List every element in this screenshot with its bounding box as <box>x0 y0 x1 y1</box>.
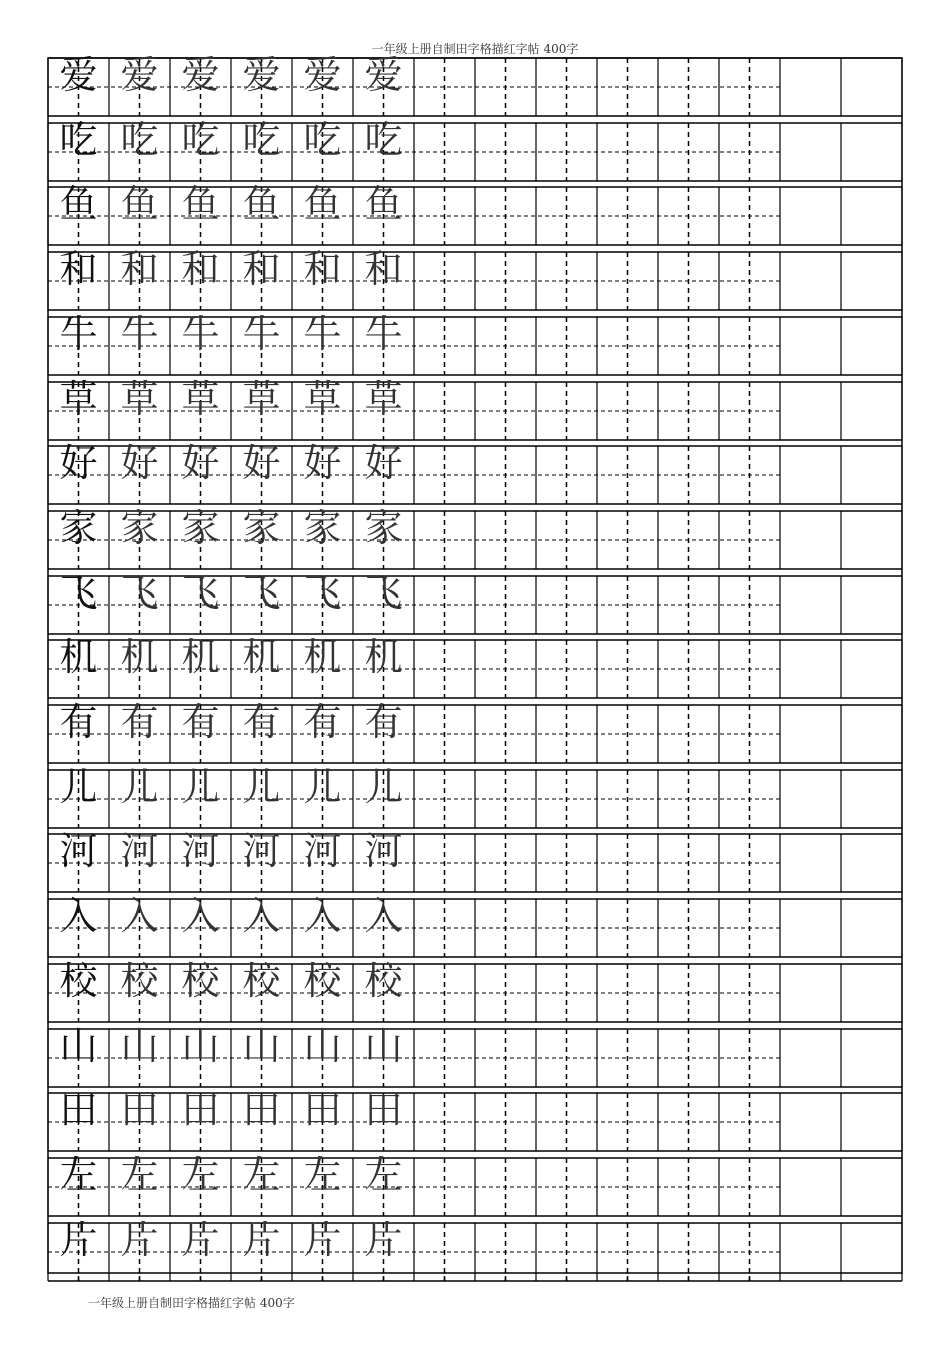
practice-char: 山 <box>364 1024 403 1068</box>
practice-char: 爱 <box>59 53 98 97</box>
practice-char: 鱼 <box>181 182 220 226</box>
practice-char: 河 <box>303 829 342 873</box>
practice-char: 有 <box>303 700 342 744</box>
practice-char: 机 <box>59 635 98 679</box>
practice-char: 爱 <box>303 53 342 97</box>
practice-char: 校 <box>120 959 159 1003</box>
practice-char: 片 <box>59 1218 98 1262</box>
practice-char: 有 <box>120 700 159 744</box>
practice-char: 儿 <box>120 765 159 809</box>
practice-char: 左 <box>242 1153 281 1197</box>
practice-char: 吃 <box>364 118 403 162</box>
practice-char: 鱼 <box>242 182 281 226</box>
practice-char: 家 <box>242 506 281 550</box>
practice-char: 机 <box>242 635 281 679</box>
practice-char: 吃 <box>59 118 98 162</box>
practice-char: 儿 <box>364 765 403 809</box>
practice-char: 田 <box>242 1088 281 1132</box>
practice-char: 好 <box>303 441 342 485</box>
practice-char: 儿 <box>59 765 98 809</box>
page-footer-title: 一年级上册自制田字格描红字帖 400字 <box>88 1296 295 1310</box>
practice-char: 入 <box>242 894 281 938</box>
practice-char: 草 <box>242 377 281 421</box>
practice-char: 田 <box>59 1088 98 1132</box>
practice-char: 吃 <box>181 118 220 162</box>
practice-char: 牛 <box>303 312 342 356</box>
practice-char: 田 <box>364 1088 403 1132</box>
practice-char: 田 <box>120 1088 159 1132</box>
practice-char: 机 <box>181 635 220 679</box>
practice-char: 和 <box>364 247 403 291</box>
practice-char: 飞 <box>364 571 403 615</box>
practice-char: 鱼 <box>364 182 403 226</box>
practice-char: 田 <box>303 1088 342 1132</box>
practice-char: 河 <box>242 829 281 873</box>
practice-char: 有 <box>364 700 403 744</box>
practice-char: 校 <box>242 959 281 1003</box>
practice-char: 飞 <box>303 571 342 615</box>
practice-char: 机 <box>120 635 159 679</box>
practice-char: 好 <box>120 441 159 485</box>
practice-char: 草 <box>59 377 98 421</box>
practice-char: 片 <box>120 1218 159 1262</box>
practice-char: 山 <box>59 1024 98 1068</box>
practice-char: 吃 <box>120 118 159 162</box>
practice-char: 校 <box>181 959 220 1003</box>
practice-char: 飞 <box>59 571 98 615</box>
practice-char: 和 <box>181 247 220 291</box>
practice-char: 爱 <box>242 53 281 97</box>
practice-char: 飞 <box>181 571 220 615</box>
practice-char: 山 <box>120 1024 159 1068</box>
practice-char: 牛 <box>59 312 98 356</box>
practice-char: 和 <box>242 247 281 291</box>
practice-char: 牛 <box>120 312 159 356</box>
practice-char: 校 <box>364 959 403 1003</box>
practice-char: 片 <box>181 1218 220 1262</box>
practice-char: 机 <box>364 635 403 679</box>
practice-char: 爱 <box>364 53 403 97</box>
page-header-title: 一年级上册自制田字格描红字帖 400字 <box>371 42 579 56</box>
practice-char: 牛 <box>364 312 403 356</box>
practice-char: 河 <box>59 829 98 873</box>
practice-char: 家 <box>181 506 220 550</box>
practice-char: 左 <box>181 1153 220 1197</box>
practice-char: 左 <box>364 1153 403 1197</box>
practice-char: 机 <box>303 635 342 679</box>
practice-char: 山 <box>181 1024 220 1068</box>
practice-char: 牛 <box>242 312 281 356</box>
practice-char: 有 <box>181 700 220 744</box>
practice-char: 家 <box>364 506 403 550</box>
practice-char: 家 <box>120 506 159 550</box>
practice-char: 草 <box>364 377 403 421</box>
practice-char: 儿 <box>242 765 281 809</box>
practice-char: 好 <box>59 441 98 485</box>
practice-char: 左 <box>303 1153 342 1197</box>
practice-char: 田 <box>181 1088 220 1132</box>
practice-char: 和 <box>59 247 98 291</box>
practice-char: 河 <box>120 829 159 873</box>
practice-char: 入 <box>181 894 220 938</box>
practice-char: 好 <box>242 441 281 485</box>
practice-char: 家 <box>59 506 98 550</box>
practice-char: 校 <box>59 959 98 1003</box>
practice-char: 左 <box>120 1153 159 1197</box>
practice-char: 和 <box>120 247 159 291</box>
practice-char: 和 <box>303 247 342 291</box>
practice-char: 吃 <box>242 118 281 162</box>
practice-char: 草 <box>181 377 220 421</box>
practice-char: 爱 <box>120 53 159 97</box>
practice-char: 飞 <box>120 571 159 615</box>
practice-char: 鱼 <box>120 182 159 226</box>
practice-char: 鱼 <box>303 182 342 226</box>
practice-char: 山 <box>242 1024 281 1068</box>
practice-char: 有 <box>59 700 98 744</box>
practice-char: 吃 <box>303 118 342 162</box>
practice-char: 入 <box>120 894 159 938</box>
practice-char: 入 <box>303 894 342 938</box>
practice-char: 左 <box>59 1153 98 1197</box>
practice-char: 片 <box>303 1218 342 1262</box>
practice-char: 河 <box>364 829 403 873</box>
practice-char: 爱 <box>181 53 220 97</box>
practice-char: 草 <box>120 377 159 421</box>
practice-char: 牛 <box>181 312 220 356</box>
practice-char: 入 <box>59 894 98 938</box>
practice-char: 入 <box>364 894 403 938</box>
practice-char: 片 <box>242 1218 281 1262</box>
practice-char: 鱼 <box>59 182 98 226</box>
practice-char: 有 <box>242 700 281 744</box>
practice-char: 校 <box>303 959 342 1003</box>
practice-char: 儿 <box>303 765 342 809</box>
practice-char: 好 <box>364 441 403 485</box>
practice-char: 山 <box>303 1024 342 1068</box>
practice-char: 家 <box>303 506 342 550</box>
practice-char: 片 <box>364 1218 403 1262</box>
practice-char: 好 <box>181 441 220 485</box>
practice-char: 儿 <box>181 765 220 809</box>
practice-char: 飞 <box>242 571 281 615</box>
practice-char: 河 <box>181 829 220 873</box>
practice-char: 草 <box>303 377 342 421</box>
